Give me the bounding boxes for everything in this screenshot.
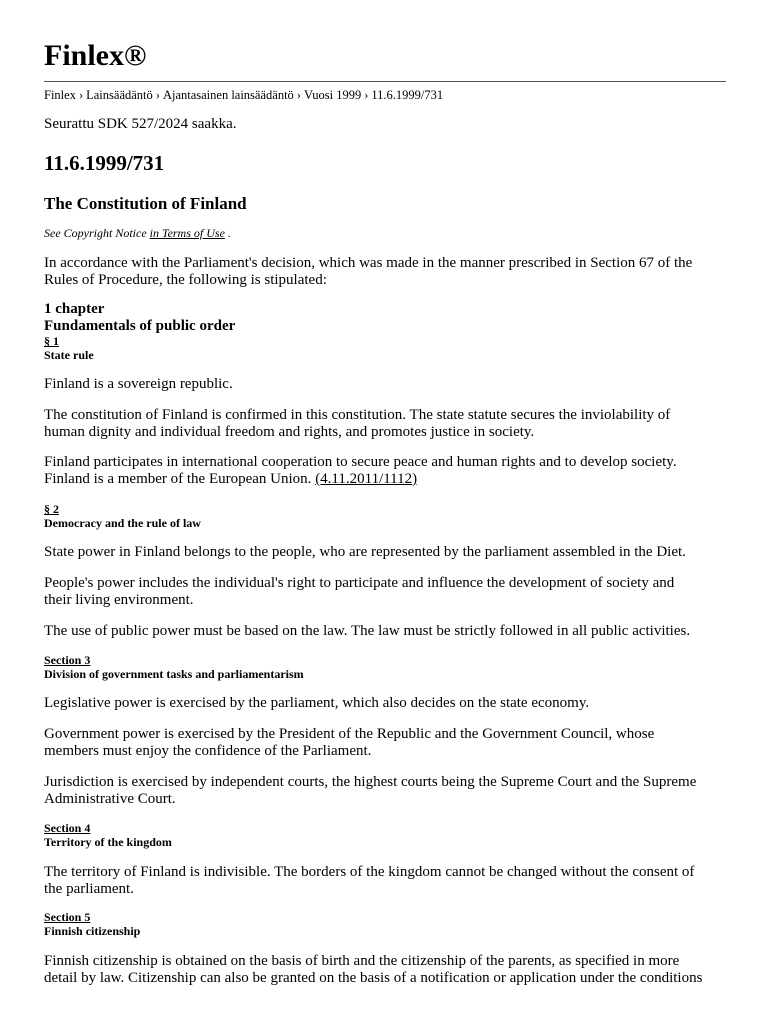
- breadcrumb-separator: ›: [155, 88, 160, 102]
- preamble: [44, 255, 692, 289]
- paragraph-line: Finnish citizenship is obtained on the basis of birth and the citizenship of the parents, as specified in more: [44, 953, 680, 969]
- section-5-link[interactable]: Section 5: [44, 910, 91, 924]
- section-4-paragraph: [44, 864, 694, 898]
- section-4-title: Territory of the kingdom: [44, 835, 172, 849]
- followed-until-note: Seurattu SDK 527/2024 saakka.: [44, 116, 237, 132]
- breadcrumb-item-finlex[interactable]: Finlex: [44, 88, 76, 102]
- section-3-title: Division of government tasks and parliamentarism: [44, 667, 304, 681]
- section-2-title: Democracy and the rule of law: [44, 516, 201, 530]
- paragraph-line: The territory of Finland is indivisible. The borders of the kingdom cannot be changed without the consent of: [44, 864, 695, 880]
- section-3-paragraph: [44, 726, 654, 760]
- copyright-prefix: See Copyright Notice: [44, 226, 147, 240]
- paragraph-line: State power in Finland belongs to the people, who are represented by the parliament assembled in the Diet.: [44, 544, 686, 560]
- paragraph-line: Finland is a sovereign republic.: [44, 376, 233, 392]
- section-5-paragraph: [44, 953, 702, 987]
- breadcrumb-item-ajantasainen[interactable]: Ajantasainen lainsäädäntö: [162, 88, 294, 102]
- section-1-title: State rule: [44, 348, 94, 362]
- paragraph-line: Administrative Court.: [44, 791, 176, 807]
- paragraph-line: Government power is exercised by the President of the Republic and the Government Council, whose: [44, 726, 655, 742]
- breadcrumb-item-current: 11.6.1999/731: [371, 88, 444, 102]
- paragraph-line: People's power includes the individual's right to participate and influence the development of society and: [44, 575, 675, 591]
- section-3-paragraph: [44, 695, 589, 712]
- site-title: Finlex®: [44, 39, 147, 72]
- header-divider: [44, 81, 726, 82]
- statute-number: 11.6.1999/731: [44, 151, 165, 175]
- preamble-line: In accordance with the Parliament's decision, which was made in the manner prescribed in Section 67 of the: [44, 255, 693, 271]
- breadcrumb-separator: ›: [296, 88, 301, 102]
- breadcrumb-separator: ›: [364, 88, 369, 102]
- breadcrumb-separator: ›: [78, 88, 84, 102]
- statute-title: The Constitution of Finland: [44, 194, 247, 213]
- paragraph-line: their living environment.: [44, 592, 194, 608]
- paragraph-line: The constitution of Finland is confirmed in this constitution. The state statute secures the inviolability of: [44, 407, 671, 423]
- amendment-link[interactable]: (4.11.2011/1112): [315, 471, 418, 487]
- breadcrumb-item-year[interactable]: Vuosi 1999: [303, 88, 362, 102]
- paragraph-line: Legislative power is exercised by the parliament, which also decides on the state economy.: [44, 695, 590, 711]
- section-1-paragraph: [44, 407, 670, 441]
- copyright-notice: [44, 226, 231, 240]
- paragraph-text: Finland is a member of the European Union.: [44, 471, 312, 487]
- chapter-title: Fundamentals of public order: [44, 318, 236, 334]
- paragraph-line: Finland participates in international cooperation to secure peace and human rights and to develop society.: [44, 454, 677, 470]
- breadcrumb: [44, 87, 443, 103]
- section-3-paragraph: [44, 774, 696, 808]
- section-5-title: Finnish citizenship: [44, 924, 141, 938]
- paragraph-line: [44, 471, 677, 488]
- paragraph-line: detail by law. Citizenship can also be granted on the basis of a notification or application under the conditions: [44, 970, 703, 986]
- section-4-link[interactable]: Section 4: [44, 821, 91, 835]
- paragraph-line: human dignity and individual freedom and rights, and promotes justice in society.: [44, 424, 535, 440]
- paragraph-line: The use of public power must be based on the law. The law must be strictly followed in all public activities.: [44, 623, 691, 639]
- section-1-link[interactable]: § 1: [44, 334, 59, 348]
- section-2-paragraph: [44, 575, 674, 609]
- section-1-paragraph: [44, 454, 677, 488]
- paragraph-line: members must enjoy the confidence of the Parliament.: [44, 743, 372, 759]
- paragraph-line: Jurisdiction is exercised by independent courts, the highest courts being the Supreme Court and the Supreme: [44, 774, 697, 790]
- section-1-paragraph: [44, 376, 233, 393]
- breadcrumb-item-lainsaadanto[interactable]: Lainsäädäntö: [86, 88, 153, 102]
- section-2-link[interactable]: § 2: [44, 502, 59, 516]
- section-2-paragraph: [44, 544, 686, 561]
- preamble-line: Rules of Procedure, the following is stipulated:: [44, 272, 327, 288]
- chapter-number: 1 chapter: [44, 301, 105, 317]
- paragraph-line: the parliament.: [44, 881, 134, 897]
- copyright-suffix: .: [227, 226, 231, 240]
- section-2-paragraph: [44, 623, 690, 640]
- terms-of-use-link[interactable]: in Terms of Use: [149, 226, 225, 240]
- section-3-link[interactable]: Section 3: [44, 653, 91, 667]
